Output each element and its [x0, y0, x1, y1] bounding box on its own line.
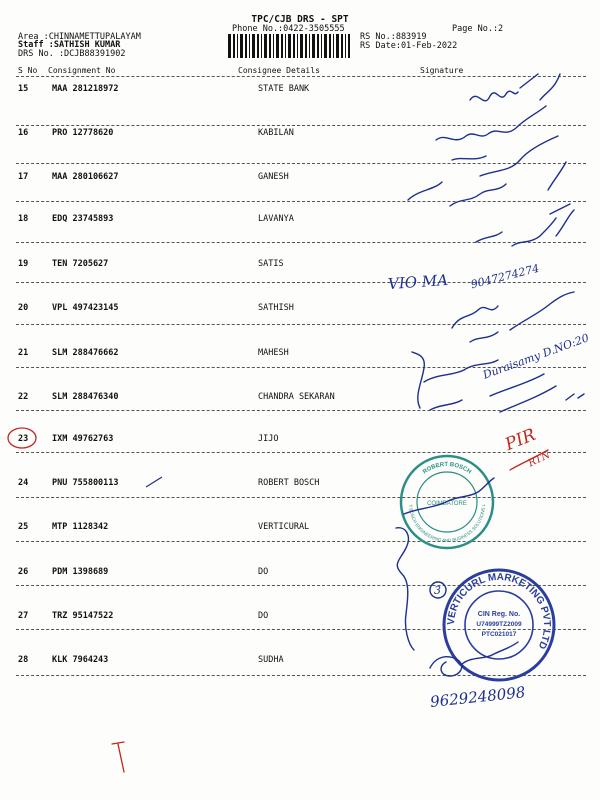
- row-consignee: CHANDRA SEKARAN: [258, 392, 335, 402]
- handwritten-phone-1: 9047274274: [469, 261, 541, 292]
- handwritten-pir: PIR: [502, 424, 539, 456]
- robert-bosch-stamp-icon: [397, 452, 497, 552]
- table-row: [18, 303, 586, 323]
- row-consignee: JIJO: [258, 434, 279, 444]
- barcode-bar: [333, 34, 334, 58]
- barcode-bar: [317, 34, 319, 58]
- column-header-sno: S No: [18, 66, 38, 75]
- row-sno: 18: [18, 214, 29, 224]
- row-consignee: SUDHA: [258, 655, 284, 665]
- row-divider: [16, 163, 586, 164]
- row-consignee: ROBERT BOSCH: [258, 478, 320, 488]
- row-consignment: PRO 12778620: [52, 128, 114, 138]
- barcode-bar: [345, 34, 346, 58]
- row-consignee: MAHESH: [258, 348, 289, 358]
- barcode-bar: [309, 34, 310, 58]
- rs-date: RS Date:01-Feb-2022: [360, 41, 458, 51]
- row-sno: 28: [18, 655, 29, 665]
- barcode-bar: [252, 34, 255, 58]
- barcode-bar: [281, 34, 283, 58]
- row-consignee: KABILAN: [258, 128, 294, 138]
- table-row: [18, 172, 586, 192]
- row-consignee: GANESH: [258, 172, 289, 182]
- table-row: [18, 214, 586, 234]
- column-header-consignee: Consignee Details: [238, 66, 320, 75]
- row-consignee: SATIS: [258, 259, 284, 269]
- column-header-signature: Signature: [420, 66, 464, 75]
- stamp-cin-line2: U74999TZ2009: [476, 621, 522, 628]
- row-consignment: TRZ 95147522: [52, 611, 114, 621]
- row-divider: [16, 201, 586, 202]
- barcode-bar: [264, 34, 267, 58]
- rs-number: RS No.:883919: [360, 32, 427, 42]
- row-sno: 19: [18, 259, 29, 269]
- row-consignment: TEN 7205627: [52, 259, 109, 269]
- handwritten-phone-2: 9629248098: [429, 683, 527, 711]
- row-divider: [16, 541, 586, 542]
- row-consignee: DO: [258, 567, 269, 577]
- barcode-bar: [261, 34, 262, 58]
- verticurl-stamp-icon: [440, 566, 558, 684]
- row-consignee: SATHISH: [258, 303, 294, 313]
- barcode-bar: [273, 34, 274, 58]
- stamp-cin-line3: PTC021017: [481, 631, 517, 638]
- row-divider: [16, 324, 586, 325]
- barcode-bar: [341, 34, 343, 58]
- handwritten-circled-number: 3: [434, 584, 441, 597]
- row-divider: [16, 497, 586, 498]
- stamp-bottom-text: T BOSCH ENGINEERING AND BUSINESS SOLUTIONS L: [407, 503, 487, 544]
- row-consignment: IXM 49762763: [52, 434, 114, 444]
- table-row: [18, 84, 586, 104]
- row-divider: [16, 452, 586, 453]
- barcode-bar: [293, 34, 295, 58]
- stamp-top-text: ROBERT BOSCH: [422, 461, 472, 476]
- barcode-bar: [249, 34, 250, 58]
- barcode-bar: [305, 34, 307, 58]
- row-consignment: MTP 1128342: [52, 522, 109, 532]
- barcode-bar: [321, 34, 322, 58]
- row-divider: [16, 125, 586, 126]
- row-consignee: STATE BANK: [258, 84, 310, 94]
- row-sno: 23: [18, 434, 29, 444]
- stamp-mid-text: COIMBATORE: [427, 501, 467, 507]
- barcode-bar: [348, 34, 350, 58]
- row-sno: 15: [18, 84, 29, 94]
- table-row: [18, 478, 586, 498]
- phone-number: Phone No.:0422-3505555: [232, 24, 345, 34]
- row-consignment: PDM 1398689: [52, 567, 109, 577]
- barcode-bar: [276, 34, 279, 58]
- area-label: Area :CHINNAMETTUPALAYAM: [18, 32, 141, 42]
- barcode-bar: [336, 34, 339, 58]
- row-consignment: MAA 280106627: [52, 172, 119, 182]
- barcode-bar: [300, 34, 303, 58]
- row-consignment: KLK 7964243: [52, 655, 109, 665]
- barcode-bar: [329, 34, 331, 58]
- table-row: [18, 522, 586, 542]
- handwritten-vio-ma: VIO MA: [387, 270, 449, 294]
- row-sno: 16: [18, 128, 29, 138]
- row-sno: 24: [18, 478, 29, 488]
- row-consignment: EDQ 23745893: [52, 214, 114, 224]
- barcode-bar: [245, 34, 247, 58]
- table-row: [18, 434, 586, 454]
- row-consignment: SLM 288476340: [52, 392, 119, 402]
- row-consignee: LAVANYA: [258, 214, 294, 224]
- page-number: Page No.:2: [452, 24, 504, 34]
- row-sno: 20: [18, 303, 29, 313]
- document-title: TPC/CJB DRS - SPT: [251, 14, 349, 25]
- header-divider: [16, 76, 586, 77]
- row-consignment: MAA 281218972: [52, 84, 119, 94]
- row-consignee: DO: [258, 611, 269, 621]
- drs-number: DRS No. :DCJB88391902: [18, 49, 126, 59]
- row-sno: 22: [18, 392, 29, 402]
- row-divider: [16, 242, 586, 243]
- row-consignment: SLM 288476662: [52, 348, 119, 358]
- table-row: [18, 128, 586, 148]
- stamp-ring-text: VERTICURL MARKETING PVT LTD: [445, 571, 553, 651]
- table-row: [18, 392, 586, 412]
- row-sno: 17: [18, 172, 29, 182]
- row-consignment: VPL 497423145: [52, 303, 119, 313]
- barcode-bar: [312, 34, 315, 58]
- stamp-cin-line1: CIN Reg. No.: [477, 611, 521, 618]
- barcode-bar: [233, 34, 235, 58]
- handwritten-duraisamy: Duraisamy D.NO:20: [481, 331, 591, 382]
- row-sno: 26: [18, 567, 29, 577]
- barcode-bar: [237, 34, 238, 58]
- column-header-consignment: Consignment No: [48, 66, 116, 75]
- barcode-bar: [240, 34, 243, 58]
- barcode-bar: [257, 34, 259, 58]
- handwritten-rtn: RTN: [526, 449, 553, 470]
- row-consignment: PNU 755800113: [52, 478, 119, 488]
- barcode-bar: [228, 34, 231, 58]
- row-sno: 27: [18, 611, 29, 621]
- row-sno: 21: [18, 348, 29, 358]
- row-sno: 25: [18, 522, 29, 532]
- barcode-bar: [288, 34, 291, 58]
- row-consignee: VERTICURAL: [258, 522, 310, 532]
- barcode-bar: [285, 34, 286, 58]
- staff-label: Staff :SATHISH KUMAR: [18, 40, 121, 50]
- barcode-bar: [297, 34, 298, 58]
- barcode-bar: [269, 34, 271, 58]
- barcode-icon: [228, 34, 350, 58]
- row-divider: [16, 410, 586, 411]
- barcode-bar: [324, 34, 327, 58]
